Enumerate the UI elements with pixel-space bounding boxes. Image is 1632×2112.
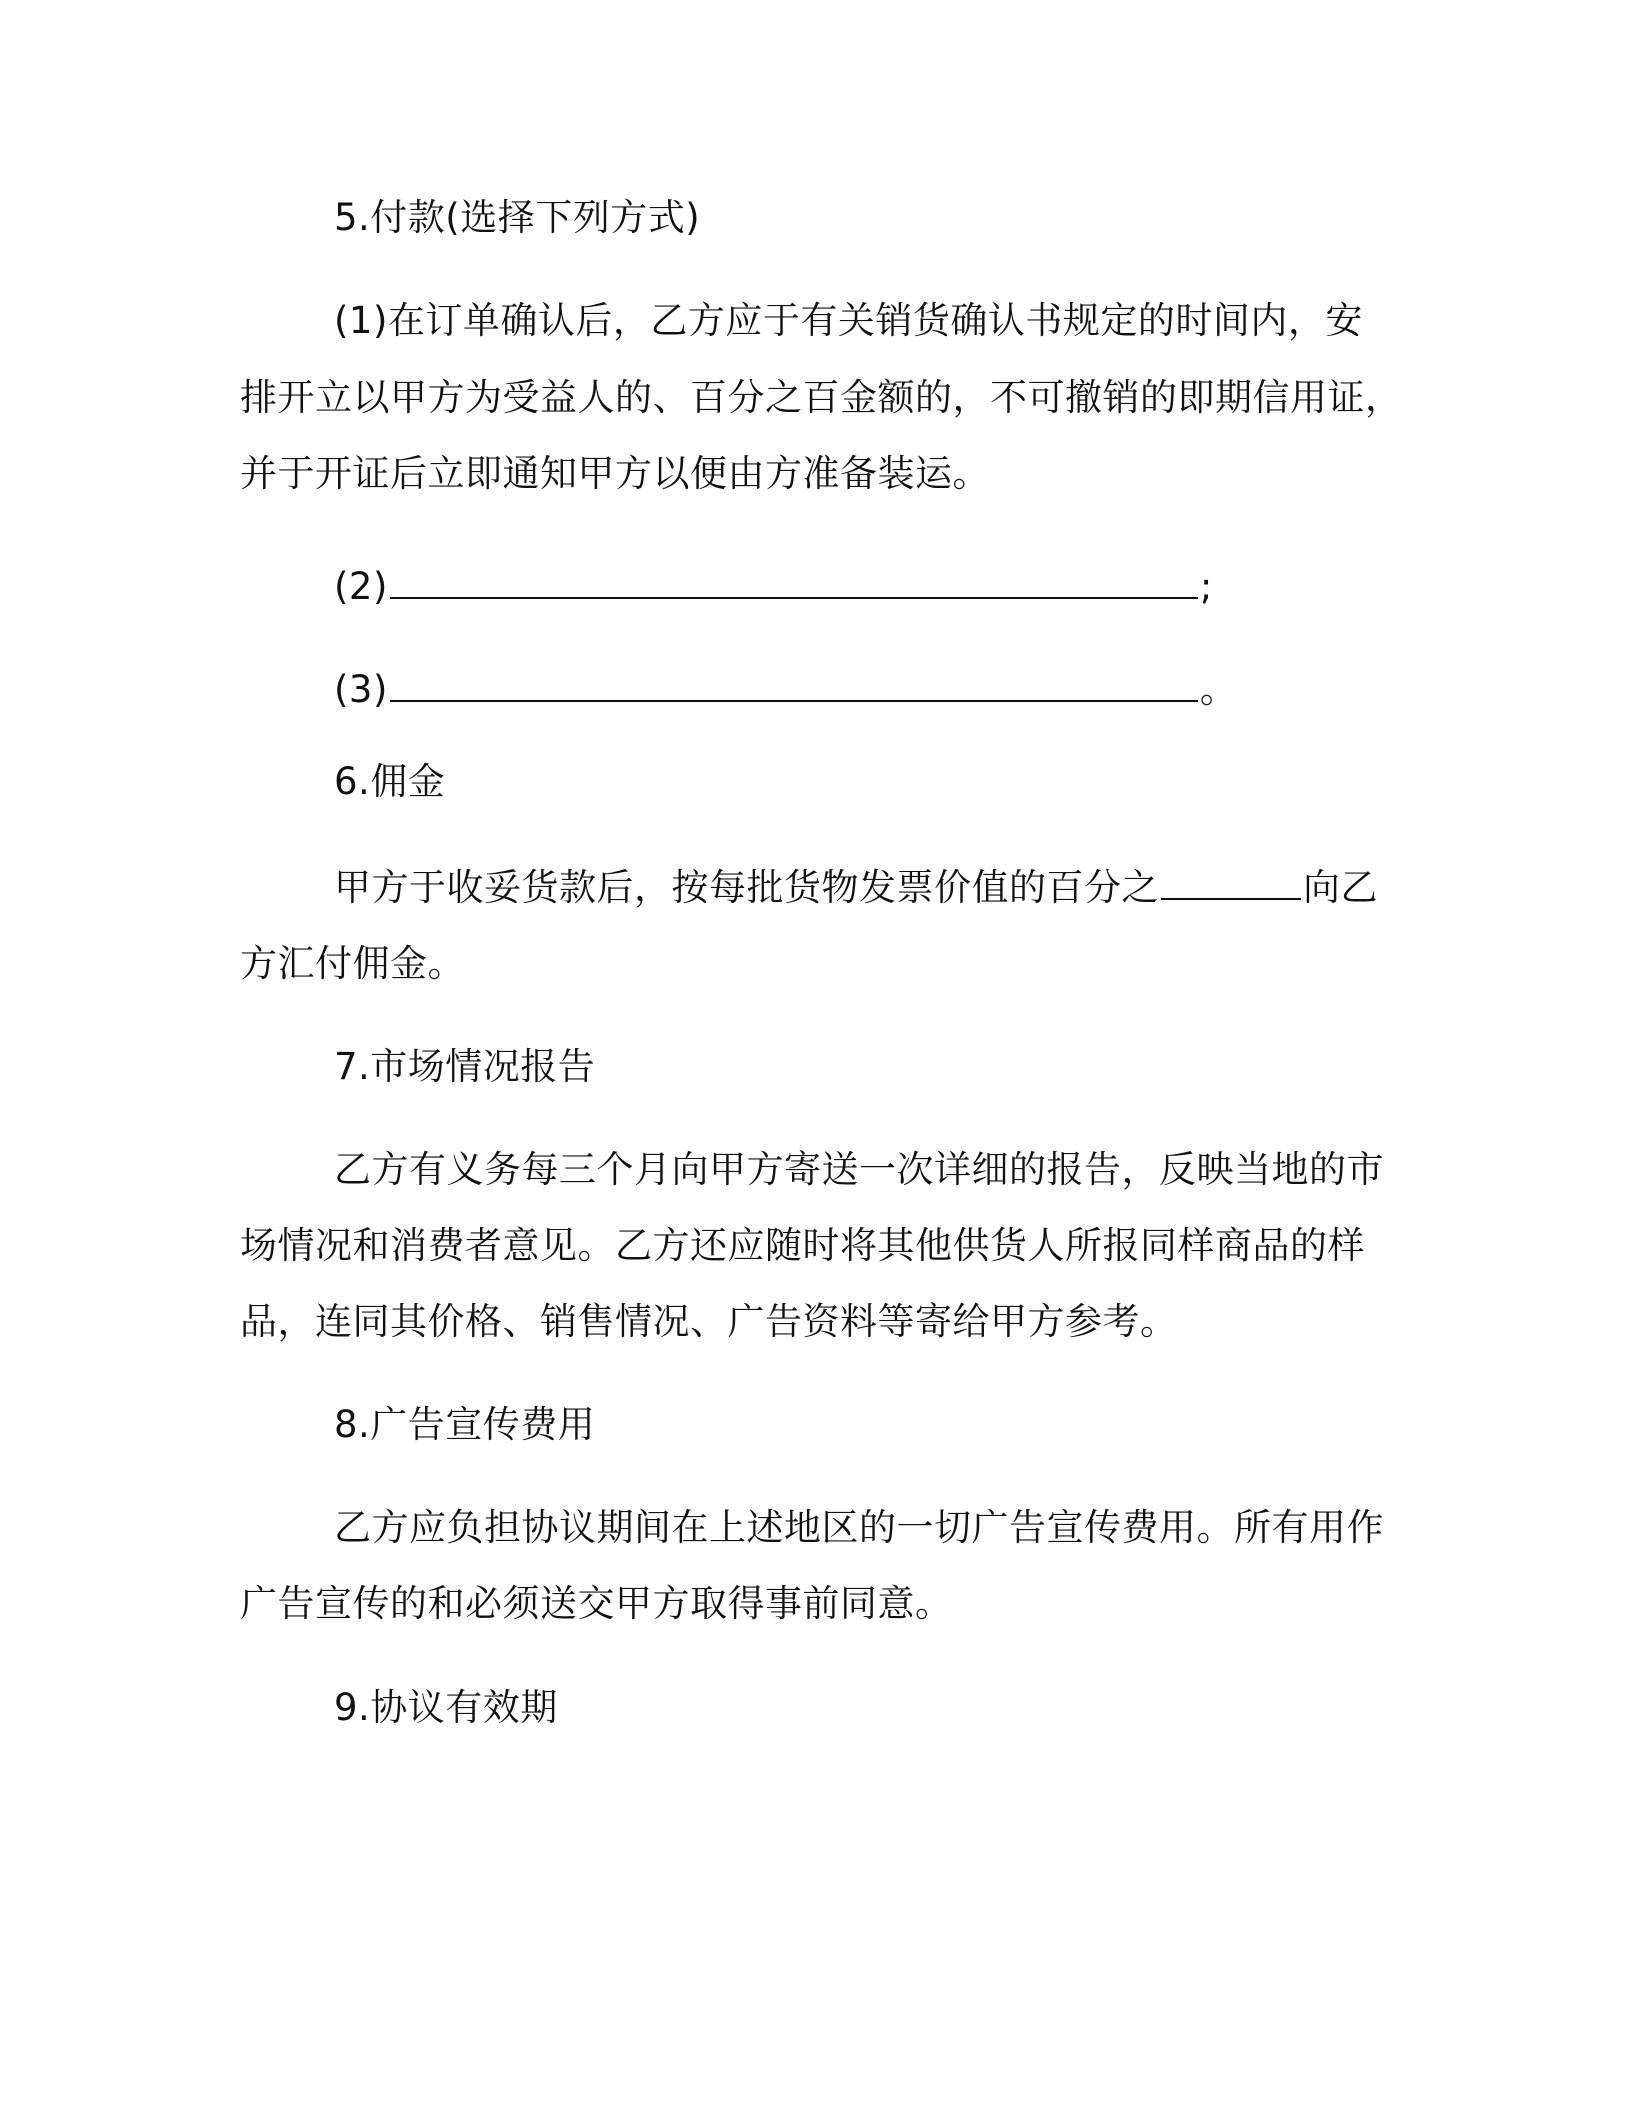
advertising-line1: 乙方应负担协议期间在上述地区的一切广告宣传费用。所有用作 bbox=[334, 1506, 1384, 1549]
payment-option2-blank bbox=[390, 593, 1198, 599]
commission-line1 bbox=[334, 866, 1378, 910]
commission-line2: 方汇付佣金。 bbox=[240, 942, 465, 985]
payment-option2-suffix: ; bbox=[1199, 565, 1213, 608]
section-heading-commission: 6.佣金 bbox=[334, 760, 446, 803]
payment-option3 bbox=[334, 668, 1237, 712]
payment-option2-prefix: (2) bbox=[334, 565, 388, 608]
payment-option1-line3: 并于开证后立即通知甲方以便由方准备装运。 bbox=[240, 452, 990, 495]
payment-option3-suffix: 。 bbox=[1199, 668, 1238, 711]
commission-line1-after: 向乙 bbox=[1303, 866, 1378, 909]
section-heading-market-report: 7.市场情况报告 bbox=[334, 1045, 596, 1088]
advertising-line2: 广告宣传的和必须送交甲方取得事前同意。 bbox=[240, 1582, 953, 1625]
market-report-line1: 乙方有义务每三个月向甲方寄送一次详细的报告，反映当地的市 bbox=[334, 1148, 1384, 1191]
section-heading-advertising: 8.广告宣传费用 bbox=[334, 1403, 596, 1446]
payment-option1-line2: 排开立以甲方为受益人的、百分之百金额的，不可撤销的即期信用证， bbox=[240, 376, 1403, 419]
payment-option2 bbox=[334, 565, 1213, 609]
payment-option1-line1: (1)在订单确认后，乙方应于有关销货确认书规定的时间内，安 bbox=[334, 299, 1363, 342]
section-heading-validity: 9.协议有效期 bbox=[334, 1686, 558, 1729]
market-report-line3: 品，连同其价格、销售情况、广告资料等寄给甲方参考。 bbox=[240, 1300, 1178, 1343]
commission-percent-blank bbox=[1161, 894, 1301, 900]
payment-option3-blank bbox=[390, 696, 1198, 702]
commission-line1-before: 甲方于收妥货款后，按每批货物发票价值的百分之 bbox=[334, 866, 1159, 909]
section-heading-payment: 5.付款(选择下列方式) bbox=[334, 196, 701, 239]
market-report-line2: 场情况和消费者意见。乙方还应随时将其他供货人所报同样商品的样 bbox=[240, 1224, 1365, 1267]
payment-option3-prefix: (3) bbox=[334, 668, 388, 711]
